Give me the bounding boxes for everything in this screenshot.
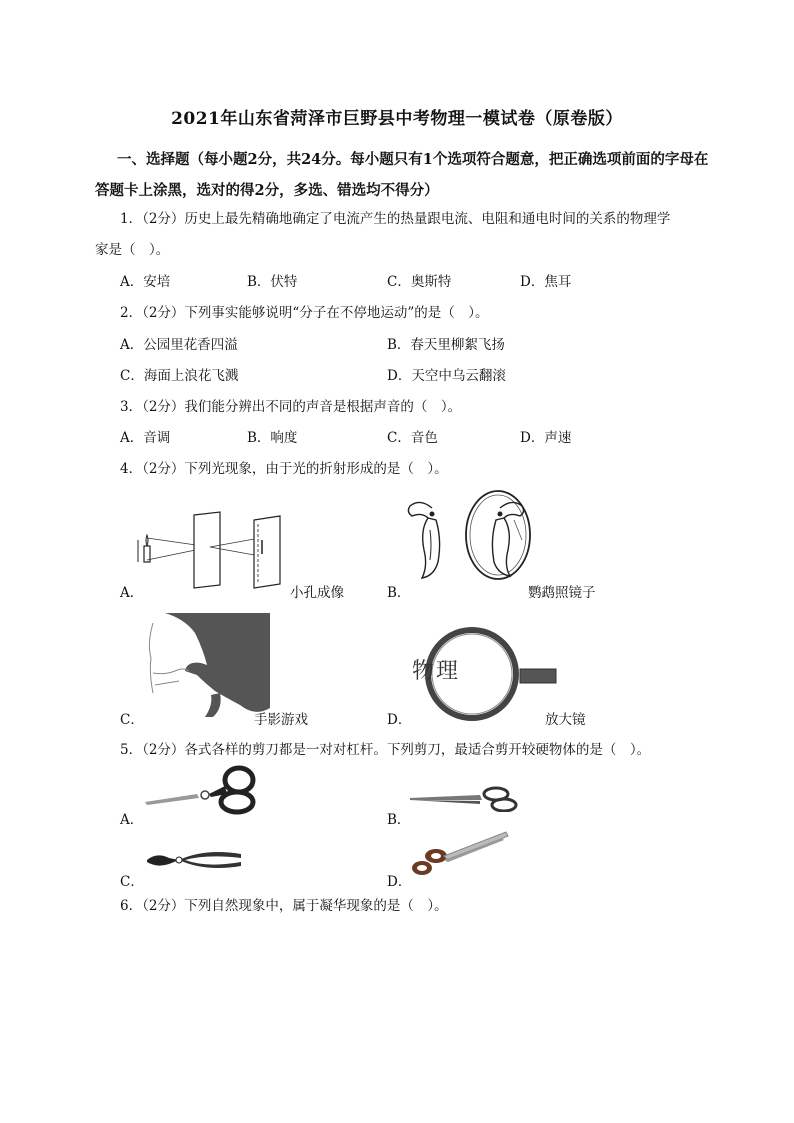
parrot-mirror-figure bbox=[402, 490, 532, 585]
question-5-stem: 5．（2分）各式各样的剪刀都是一对对杠杆。下列剪刀，最适合剪开较硬物体的是（ ）。 bbox=[120, 742, 651, 758]
question-4-caption-c: 手影游戏 bbox=[254, 712, 308, 728]
scissors-a-figure bbox=[145, 764, 260, 816]
question-5-option-c: C． bbox=[120, 874, 144, 890]
pinhole-camera-figure bbox=[132, 510, 302, 590]
question-1-stem-cont: 家是（ ）。 bbox=[95, 242, 170, 258]
scissors-c-figure bbox=[145, 846, 245, 876]
section-heading bbox=[95, 144, 715, 206]
question-5-option-b: B． bbox=[387, 812, 411, 828]
question-2-option-a: A．公园里花香四溢 bbox=[120, 337, 238, 353]
question-4-caption-b: 鹦鹉照镜子 bbox=[528, 585, 596, 601]
section-heading-line2: 答题卡上涂黑，选对的得2分，多选、错选均不得分） bbox=[95, 182, 439, 199]
question-1-option-a: A．安培 bbox=[120, 274, 171, 290]
question-1-option-b: B．伏特 bbox=[247, 274, 298, 290]
question-2-option-c: C．海面上浪花飞溅 bbox=[120, 368, 239, 384]
question-2-stem: 2．（2分）下列事实能够说明“分子在不停地运动”的是（ ）。 bbox=[120, 305, 489, 321]
question-2-option-b: B．春天里柳絮飞扬 bbox=[387, 337, 505, 353]
question-3-option-a: A．音调 bbox=[120, 430, 171, 446]
section-heading-line1: 一、选择题（每小题2分，共24分。每小题只有1个选项符合题意，把正确选项前面的字母在 bbox=[117, 151, 709, 168]
question-2-option-d: D．天空中乌云翻滚 bbox=[387, 368, 506, 384]
question-1-option-d: D．焦耳 bbox=[520, 274, 572, 290]
question-4-caption-d: 放大镜 bbox=[545, 712, 586, 728]
question-5-option-d: D． bbox=[387, 874, 412, 890]
page-title: 2021年山东省菏泽市巨野县中考物理一模试卷（原卷版） bbox=[171, 109, 623, 129]
question-1-stem: 1．（2分）历史上最先精确地确定了电流产生的热量跟电流、电阻和通电时间的关系的物理学 bbox=[120, 211, 671, 227]
question-4-option-c: C． bbox=[120, 712, 144, 728]
question-4-caption-a: 小孔成像 bbox=[290, 585, 344, 601]
scissors-d-figure bbox=[410, 830, 510, 880]
question-6-stem: 6．（2分）下列自然现象中，属于凝华现象的是（ ）。 bbox=[120, 898, 448, 914]
question-5-option-a: A． bbox=[120, 812, 144, 828]
question-3-stem: 3．（2分）我们能分辨出不同的声音是根据声音的（ ）。 bbox=[120, 399, 462, 415]
question-3-option-c: C．音色 bbox=[387, 430, 438, 446]
scissors-b-figure bbox=[410, 786, 520, 812]
question-4-stem: 4．（2分）下列光现象，由于光的折射形成的是（ ）。 bbox=[120, 461, 448, 477]
question-3-option-b: B．响度 bbox=[247, 430, 298, 446]
hand-shadow-figure bbox=[145, 613, 275, 718]
question-3-option-d: D．声速 bbox=[520, 430, 572, 446]
question-4-option-d: D． bbox=[387, 712, 412, 728]
magnifier-lens-text: 物理 bbox=[412, 659, 461, 684]
question-4-option-a: A． bbox=[120, 585, 144, 601]
question-4-option-b: B． bbox=[387, 585, 411, 601]
question-1-option-c: C．奥斯特 bbox=[387, 274, 452, 290]
